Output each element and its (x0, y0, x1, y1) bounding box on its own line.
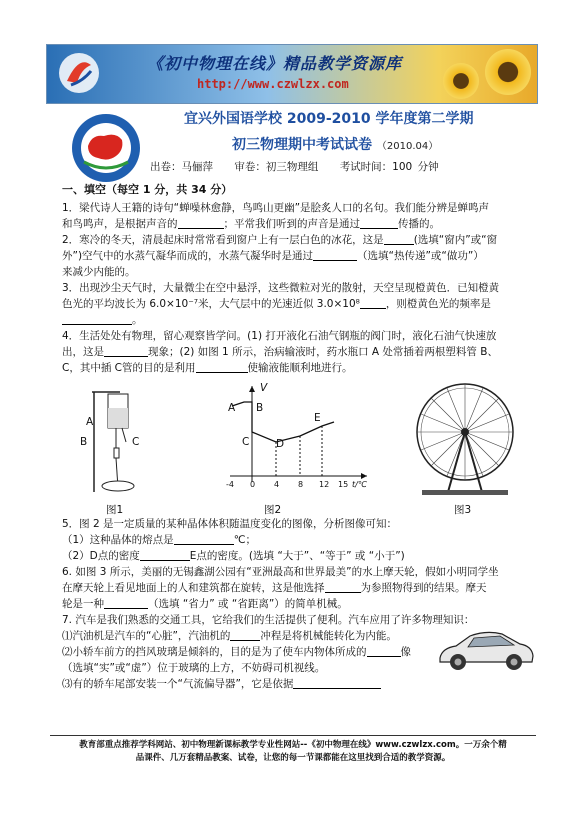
exam-meta (150, 159, 455, 174)
bottle-label-a: A (86, 416, 94, 428)
graph-point-d: D (276, 438, 285, 450)
graph-tick: 0 (250, 480, 256, 489)
exam-setter: 出卷：马俪萍 (150, 161, 213, 173)
q7-line1: 7. 汽车是我们熟悉的交通工具，它给我们的生活提供了便利。汽车应用了许多物理知识： (62, 614, 475, 626)
exam-duration: 考试时间：100 分钟 (339, 161, 439, 173)
q1-line1: 1．梁代诗人王籍的诗句“蝉噪林愈静，鸟鸣山更幽”是脍炙人口的名句。我们能分辨是蝉鸣声 (62, 202, 490, 214)
fig1-caption: 图1 (106, 504, 124, 516)
q3-line3: 。 (62, 312, 524, 328)
q6-line1: 6. 如图 3 所示，美丽的无锡鑫湖公园有“亚洲最高和世界最美”的水上摩天轮，假如小明同学坐 (62, 566, 499, 578)
exam-title-text: 初三物理期中考试试卷 (232, 137, 372, 153)
footer-line2: 品课件、几万套精品教案、试卷，让您的每一节课都能在这里找到合适的教学资源。 (135, 753, 451, 763)
section-title: 一、填空（每空 1 分，共 34 分） (62, 183, 233, 196)
exam-title (232, 134, 438, 154)
banner-title: 《初中物理在线》精品教学资源库 (147, 54, 403, 73)
site-banner (46, 44, 538, 104)
answer-blank[interactable] (313, 248, 357, 261)
q2-line1: 2．寒冷的冬天，清晨起床时常常看到窗户上有一层白色的冰花，这是 (选填“窗内”或“窗 (62, 234, 498, 246)
fig3-caption: 图3 (454, 504, 472, 516)
q7-line2: ⑴汽油机是汽车的“心脏”，汽油机的 冲程是将机械能转化为内能。 (62, 630, 397, 642)
answer-blank[interactable] (62, 312, 132, 325)
q4-line2: 出，这是 现象；(2) 如图 1 所示，治病输液时，药水瓶口 A 处常插着两根塑料管 B、 (62, 346, 498, 358)
q1-line2: 和鸟鸣声，是根据声音的 ；平常我们听到的声音是通过 传播的。 (62, 218, 440, 230)
graph-tick: 15 (338, 480, 349, 489)
q5-line2: （1）这种晶体的熔点是 ℃； (62, 534, 256, 546)
fig2-caption: 图2 (264, 504, 282, 516)
car-illustration (436, 622, 536, 674)
answer-blank[interactable] (178, 216, 224, 229)
footer-divider (50, 735, 536, 736)
q4-line3: C，其中插 C管的目的是利用 使输液能顺利地进行。 (62, 362, 353, 374)
q3-line2: 色光的平均波长为 6.0×10⁻⁷米，大气层中的光速近似 3.0×10⁸ ，则橙黄色光的频率是 (62, 298, 491, 310)
q5-line3: （2）D点的密度 E点的密度。(选填 “大于”、“等于” 或 “小于”) (62, 550, 405, 562)
site-logo-icon (57, 51, 101, 95)
q7-line4: （选填“实”或“虚”）位于玻璃的上方，不妨碍司机视线。 (62, 662, 326, 674)
exam-reviewer: 审卷：初三物理组 (234, 161, 319, 173)
bottle-label-b: B (80, 436, 88, 448)
graph-point-a: A (228, 402, 236, 414)
banner-url[interactable]: http://www.czwlzx.com (197, 77, 349, 91)
page-footer (50, 739, 536, 765)
graph-tick: 4 (274, 480, 280, 489)
q7-block (62, 612, 524, 692)
graph-point-b: B (256, 402, 264, 414)
answer-blank[interactable] (360, 216, 398, 229)
answer-blank[interactable] (360, 296, 386, 309)
q2-line3: 来减少内能的。 (62, 266, 136, 278)
footer-line1: 教育部重点推荐学科网站、初中物理新课标教学专业性网站--《初中物理在线》www.czwlzx.com。一万余个精 (79, 740, 507, 750)
q3-line1: 3．出现沙尘天气时，大量微尘在空中悬浮，这些微粒对光的散射，天空呈现橙黄色．已知橙黄 (62, 282, 500, 294)
ferris-wheel-figure (412, 378, 518, 496)
q2-line2: 外”)空气中的水蒸气凝华而成的，水蒸气凝华时是通过 （选填“热传递”或“做功”） (62, 250, 484, 262)
bottle-label-c: C (132, 436, 140, 448)
sunflower-icon (485, 49, 531, 95)
answer-blank[interactable] (293, 676, 381, 689)
graph-y-label: V (260, 382, 268, 394)
q6-line2: 在摩天轮上看见地面上的人和建筑都在旋转，这是他选择 为参照物得到的结果。摩天 (62, 582, 487, 594)
answer-blank[interactable] (174, 532, 234, 545)
answer-blank[interactable] (384, 232, 414, 245)
q4-line1: 4．生活处处有物理，留心观察皆学问。(1) 打开液化石油气钢瓶的阀门时，液化石油气快速放 (62, 330, 497, 342)
answer-blank[interactable] (140, 548, 190, 561)
q5-line1: 5．图 2 是一定质量的某种晶体体积随温度变化的图像，分析图像可知： (62, 518, 398, 530)
graph-tick: 8 (298, 480, 304, 489)
school-emblem-icon (70, 112, 142, 184)
graph-x-label: t/℃ (352, 480, 367, 489)
answer-blank[interactable] (367, 644, 401, 657)
q6-line3: 轮是一种 （选填 “省力” 或 “省距离”）的简单机械。 (62, 598, 348, 610)
school-title: 宜兴外国语学校 2009-2010 学年度第二学期 (184, 111, 474, 127)
graph-point-e: E (314, 412, 321, 424)
graph-point-c: C (242, 436, 250, 448)
q7-line5: ⑶有的轿车尾部安装一个“气流偏导器”，它是依据 (62, 676, 524, 692)
answer-blank[interactable] (104, 344, 148, 357)
answer-blank[interactable] (325, 580, 361, 593)
graph-tick: 12 (319, 480, 330, 489)
iv-drip-figure (90, 382, 160, 494)
answer-blank[interactable] (104, 596, 148, 609)
sunflower-icon (443, 63, 479, 99)
figures-row (62, 378, 524, 516)
answer-blank[interactable] (230, 628, 260, 641)
graph-tick: -4 (226, 480, 234, 489)
exam-date: （2010.04） (376, 141, 439, 152)
q7-line3: ⑵小轿车前方的挡风玻璃是倾斜的，目的是为了使车内物体所成的 像 (62, 646, 411, 658)
exam-content (62, 182, 524, 692)
answer-blank[interactable] (196, 360, 248, 373)
